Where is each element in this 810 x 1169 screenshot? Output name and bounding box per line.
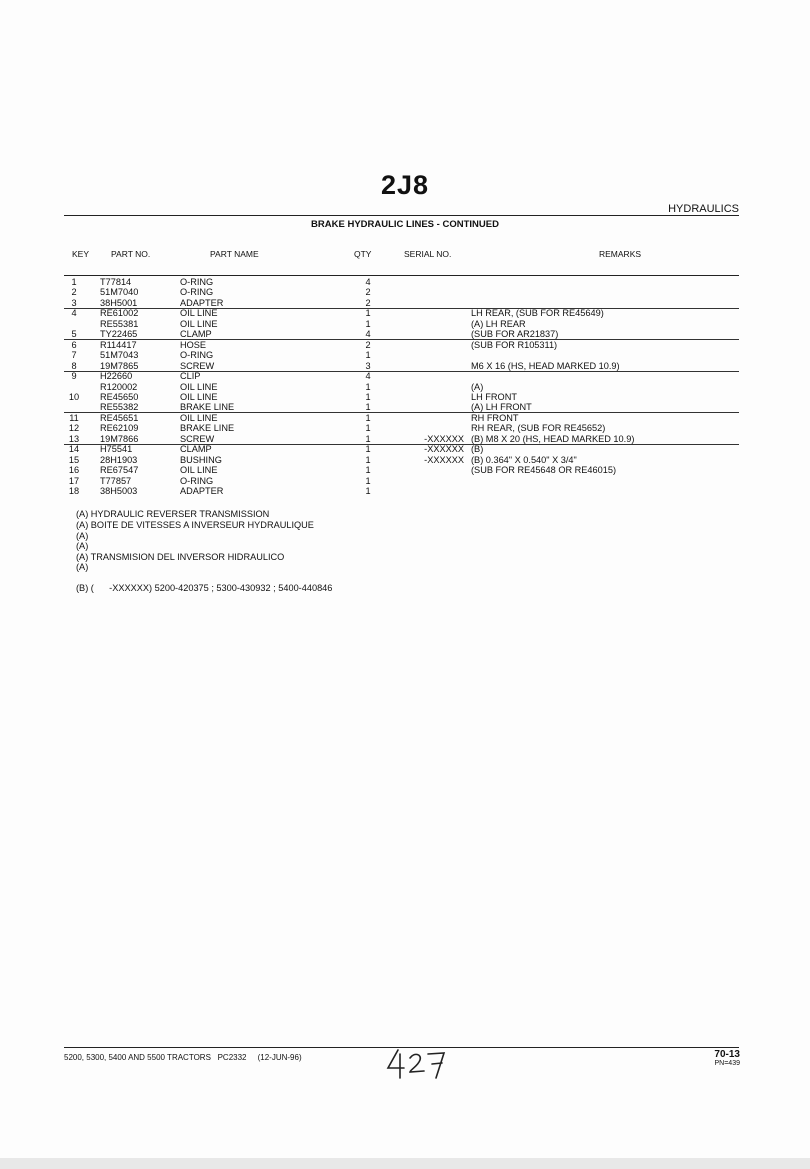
table-row: [64, 382, 739, 392]
table-row: [64, 340, 739, 350]
row-qty: 1: [365, 308, 371, 319]
page-title: 2J8: [380, 170, 430, 200]
row-part-name: OIL LINE: [180, 391, 218, 402]
table-row: [64, 486, 739, 496]
row-qty: 1: [365, 412, 371, 423]
row-serial-no: -XXXXXX: [424, 433, 464, 444]
row-remarks: (SUB FOR AR21837): [471, 329, 559, 340]
row-part-name: ADAPTER: [180, 486, 224, 496]
row-part-no: T77814: [100, 277, 132, 287]
row-remarks: LH FRONT: [471, 391, 517, 402]
row-part-name: ADAPTER: [180, 297, 224, 308]
table-row: [64, 402, 739, 412]
row-qty: 1: [365, 350, 371, 361]
row-qty: 1: [365, 423, 371, 434]
row-part-name: OIL LINE: [180, 412, 218, 423]
row-key: 8: [71, 360, 77, 371]
note-line: (A): [76, 541, 89, 551]
row-part-name: O-RING: [180, 277, 214, 287]
row-remarks: (A) LH REAR: [471, 318, 526, 329]
row-qty: 1: [365, 433, 371, 444]
row-key: 11: [69, 412, 79, 423]
table-row: [64, 350, 739, 360]
row-part-no: 28H1903: [100, 454, 138, 465]
row-part-no: RE67547: [100, 465, 139, 476]
row-part-no: 51M7040: [100, 287, 139, 298]
row-part-no: 38H5001: [100, 297, 138, 308]
row-qty: 2: [365, 287, 371, 298]
scan-edge: [0, 1158, 810, 1169]
row-part-no: TY22465: [100, 329, 138, 340]
row-part-name: CLIP: [180, 371, 201, 382]
note-line: (A): [76, 562, 89, 572]
row-remarks: M6 X 16 (HS, HEAD MARKED 10.9): [471, 360, 620, 371]
footer-page-code: 70-13: [714, 1049, 740, 1060]
row-key: 6: [71, 339, 77, 350]
row-remarks: (SUB FOR R105311): [471, 339, 558, 350]
row-part-name: OIL LINE: [180, 381, 218, 392]
row-qty: 1: [365, 391, 371, 402]
table-row: [64, 444, 739, 454]
row-key: 17: [68, 475, 80, 486]
row-key: 3: [71, 297, 77, 308]
row-key: 9: [71, 371, 77, 382]
serial-note: (B) ( -XXXXXX) 5200-420375 ; 5300-430932 ; 5400-440846: [76, 583, 333, 593]
table-row: [64, 392, 739, 402]
note-line: (A) BOITE DE VITESSES A INVERSEUR HYDRAULIQUE: [76, 520, 314, 530]
row-qty: 1: [365, 486, 371, 496]
row-key: 2: [71, 287, 77, 298]
row-remarks: (B) M8 X 20 (HS, HEAD MARKED 10.9): [471, 433, 635, 444]
row-part-name: O-RING: [180, 287, 214, 298]
row-part-no: RE62109: [100, 423, 139, 434]
row-part-no: H75541: [100, 444, 133, 455]
row-part-no: 51M7043: [100, 350, 139, 361]
row-remarks: RH REAR, (SUB FOR RE45652): [471, 423, 606, 434]
row-qty: 2: [365, 297, 371, 308]
row-key: 14: [68, 444, 80, 455]
row-part-name: OIL LINE: [180, 308, 218, 319]
footer-pn: PN=439: [714, 1060, 740, 1067]
col-qty: QTY: [354, 249, 372, 259]
row-qty: 1: [365, 402, 371, 413]
row-qty: 4: [365, 329, 371, 340]
footer-models: 5200, 5300, 5400 AND 5500 TRACTORS PC2332 (12-JUN-96): [64, 1053, 302, 1062]
row-part-name: SCREW: [180, 433, 215, 444]
row-qty: 3: [365, 360, 371, 371]
row-part-no: T77857: [100, 475, 132, 486]
row-remarks: (A): [471, 381, 484, 392]
row-remarks: (A) LH FRONT: [471, 402, 532, 413]
table-row: [64, 413, 739, 423]
col-part-no: PART NO.: [111, 249, 151, 259]
row-key: 13: [68, 433, 80, 444]
row-part-no: R114417: [100, 339, 137, 350]
row-remarks: (B) 0.364" X 0.540" X 3/4": [471, 454, 577, 465]
table-row: [64, 287, 739, 297]
row-remarks: (SUB FOR RE45648 OR RE46015): [471, 465, 617, 476]
row-part-no: 38H5003: [100, 486, 138, 496]
col-serial-no: SERIAL NO.: [404, 249, 452, 259]
note-line: (A) HYDRAULIC REVERSER TRANSMISSION: [76, 509, 270, 519]
header-rule: [64, 215, 739, 216]
column-rule: [64, 275, 739, 276]
row-part-no: RE61002: [100, 308, 139, 319]
row-key: 5: [71, 329, 77, 340]
table-row: [64, 298, 739, 308]
row-part-name: CLAMP: [180, 329, 212, 340]
handwritten-page-number: [384, 1046, 454, 1082]
table-row: [64, 434, 739, 444]
table-row: [64, 465, 739, 475]
note-line: (A): [76, 531, 89, 541]
row-qty: 1: [365, 465, 371, 476]
table-row: [64, 361, 739, 371]
row-remarks: LH REAR, (SUB FOR RE45649): [471, 308, 604, 319]
row-qty: 1: [365, 454, 371, 465]
table-row: [64, 308, 739, 318]
row-key: 10: [68, 391, 80, 402]
row-part-name: OIL LINE: [180, 465, 218, 476]
row-part-name: BRAKE LINE: [180, 402, 235, 413]
row-qty: 1: [365, 318, 371, 329]
row-part-no: R120002: [100, 381, 138, 392]
table-row: [64, 423, 739, 433]
row-key: 15: [68, 454, 80, 465]
note-line: (A) TRANSMISION DEL INVERSOR HIDRAULICO: [76, 552, 285, 562]
row-part-name: O-RING: [180, 475, 214, 486]
row-key: 4: [71, 308, 77, 319]
row-qty: 1: [365, 475, 371, 486]
row-serial-no: -XXXXXX: [424, 444, 464, 455]
row-part-no: RE45650: [100, 391, 139, 402]
row-key: 1: [71, 277, 77, 287]
row-qty: 1: [365, 381, 371, 392]
row-qty: 2: [365, 339, 371, 350]
table-row: [64, 476, 739, 486]
table-subtitle: BRAKE HYDRAULIC LINES - CONTINUED: [311, 219, 499, 230]
row-qty: 4: [365, 371, 371, 382]
row-part-no: H22660: [100, 371, 133, 382]
row-part-no: RE45651: [100, 412, 139, 423]
row-key: 18: [68, 486, 80, 496]
section-name: HYDRAULICS: [668, 203, 739, 215]
row-part-name: HOSE: [180, 339, 207, 350]
row-remarks: RH FRONT: [471, 412, 519, 423]
row-part-no: RE55381: [100, 318, 139, 329]
row-key: 7: [71, 350, 77, 361]
row-part-name: OIL LINE: [180, 318, 218, 329]
row-part-name: SCREW: [180, 360, 215, 371]
table-row: [64, 319, 739, 329]
col-remarks: REMARKS: [599, 249, 642, 259]
row-part-name: O-RING: [180, 350, 214, 361]
table-row: [64, 455, 739, 465]
table-row: [64, 371, 739, 381]
row-serial-no: -XXXXXX: [424, 454, 464, 465]
row-remarks: (B): [471, 444, 484, 455]
table-row: [64, 329, 739, 339]
row-key: 16: [68, 465, 80, 476]
col-part-name: PART NAME: [210, 249, 259, 259]
row-part-no: RE55382: [100, 402, 139, 413]
row-qty: 4: [365, 277, 371, 287]
row-part-name: CLAMP: [180, 444, 212, 455]
table-row: [64, 277, 739, 287]
row-part-no: 19M7866: [100, 433, 139, 444]
col-key: KEY: [72, 249, 90, 259]
row-qty: 1: [365, 444, 371, 455]
row-part-name: BRAKE LINE: [180, 423, 235, 434]
row-key: 12: [68, 423, 80, 434]
row-part-name: BUSHING: [180, 454, 222, 465]
row-part-no: 19M7865: [100, 360, 139, 371]
